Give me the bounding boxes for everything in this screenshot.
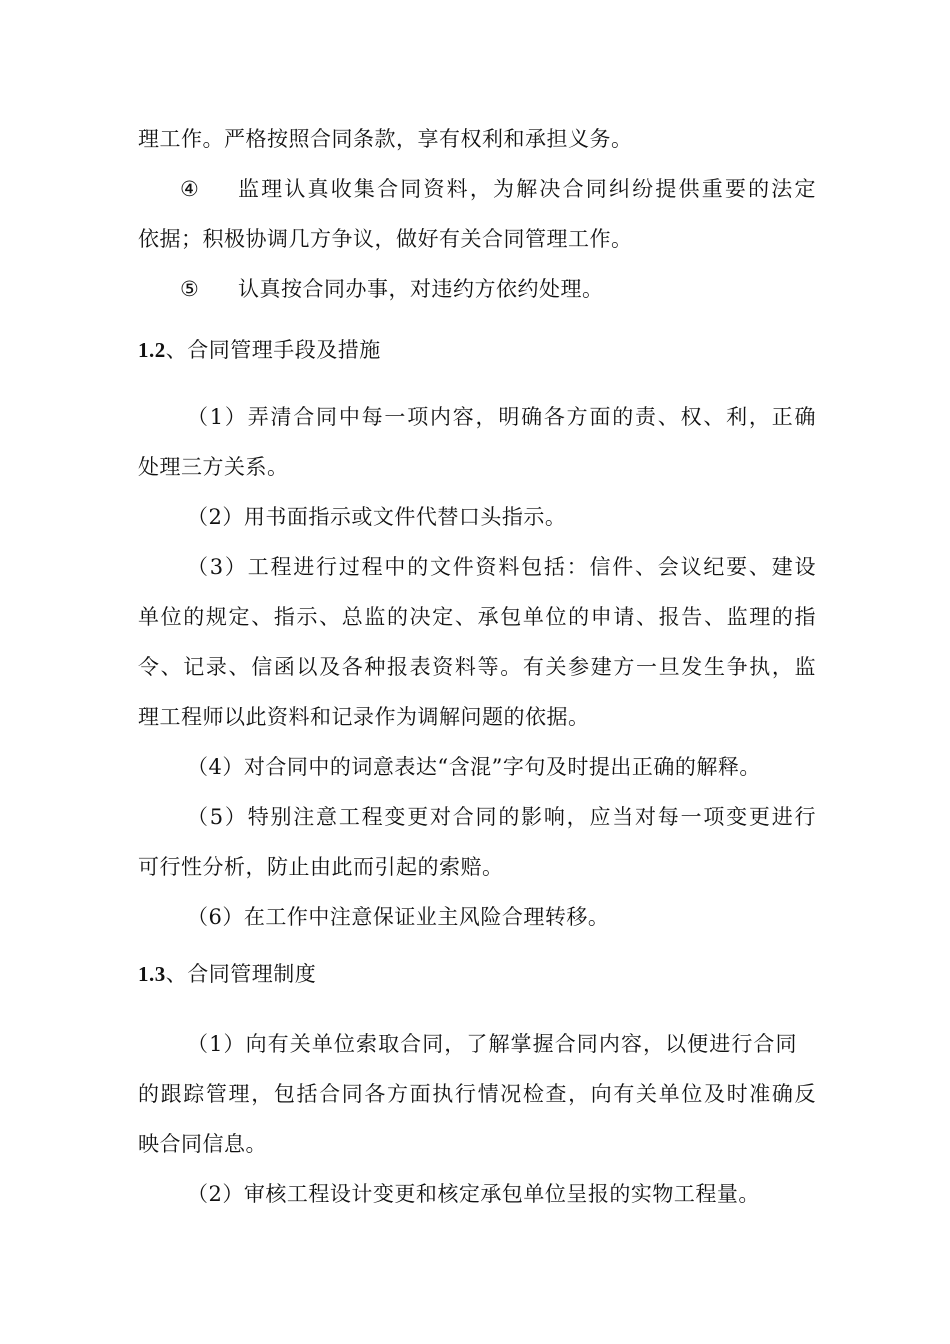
section-heading [0,333,950,367]
paragraph-line [0,172,950,206]
paragraph-line [0,122,950,156]
line-text: （3）工程进行过程中的文件资料包括：信件、会议纪要、建设 [187,555,816,579]
paragraph-line [0,550,950,584]
line-text: 认真按合同办事，对违约方依约处理。 [238,277,604,301]
line-text: （2）用书面指示或文件代替口头指示。 [187,505,567,529]
line-text: 令、记录、信函以及各种报表资料等。有关参建方一旦发生争执，监 [138,655,816,679]
paragraph-line [0,650,950,684]
paragraph-line [0,400,950,434]
line-text: 处理三方关系。 [138,455,289,479]
line-text: （1）向有关单位索取合同，了解掌握合同内容，以便进行合同 [187,1032,797,1056]
paragraph-line [0,272,950,306]
line-text: （4）对合同中的词意表达“含混”字句及时提出正确的解释。 [187,755,761,779]
line-text: （1）弄清合同中每一项内容，明确各方面的责、权、利，正确 [187,405,816,429]
item-marker: ④ [180,177,200,201]
paragraph-line [0,1177,950,1211]
line-text: 监理认真收集合同资料，为解决合同纠纷提供重要的法定 [238,177,816,201]
paragraph-line [0,500,950,534]
paragraph-line [0,450,950,484]
paragraph-line [0,1127,950,1161]
paragraph-line [0,1027,950,1061]
paragraph-line [0,800,950,834]
line-text: 理工程师以此资料和记录作为调解问题的依据。 [138,705,590,729]
paragraph-line [0,1077,950,1111]
paragraph-line [0,900,950,934]
paragraph-line [0,750,950,784]
paragraph-line [0,600,950,634]
paragraph-line [0,850,950,884]
section-number: 1.3 [138,962,166,986]
section-number: 1.2 [138,338,166,362]
section-title: 、合同管理制度 [165,962,317,986]
line-text: （6）在工作中注意保证业主风险合理转移。 [187,905,610,929]
line-text: （2）审核工程设计变更和核定承包单位呈报的实物工程量。 [187,1182,760,1206]
line-text: 可行性分析，防止由此而引起的索赔。 [138,855,504,879]
line-text: 单位的规定、指示、总监的决定、承包单位的申请、报告、监理的指 [138,605,816,629]
line-text: 的跟踪管理，包括合同各方面执行情况检查，向有关单位及时准确反 [138,1082,816,1106]
section-title: 、合同管理手段及措施 [165,338,381,362]
paragraph-line [0,700,950,734]
line-text: （5）特别注意工程变更对合同的影响，应当对每一项变更进行 [187,805,816,829]
line-text: 映合同信息。 [138,1132,267,1156]
paragraph-line [0,222,950,256]
line-text: 依据；积极协调几方争议，做好有关合同管理工作。 [138,227,633,251]
line-text: 理工作。严格按照合同条款，享有权利和承担义务。 [138,127,633,151]
section-heading [0,957,950,991]
item-marker: ⑤ [180,277,200,301]
